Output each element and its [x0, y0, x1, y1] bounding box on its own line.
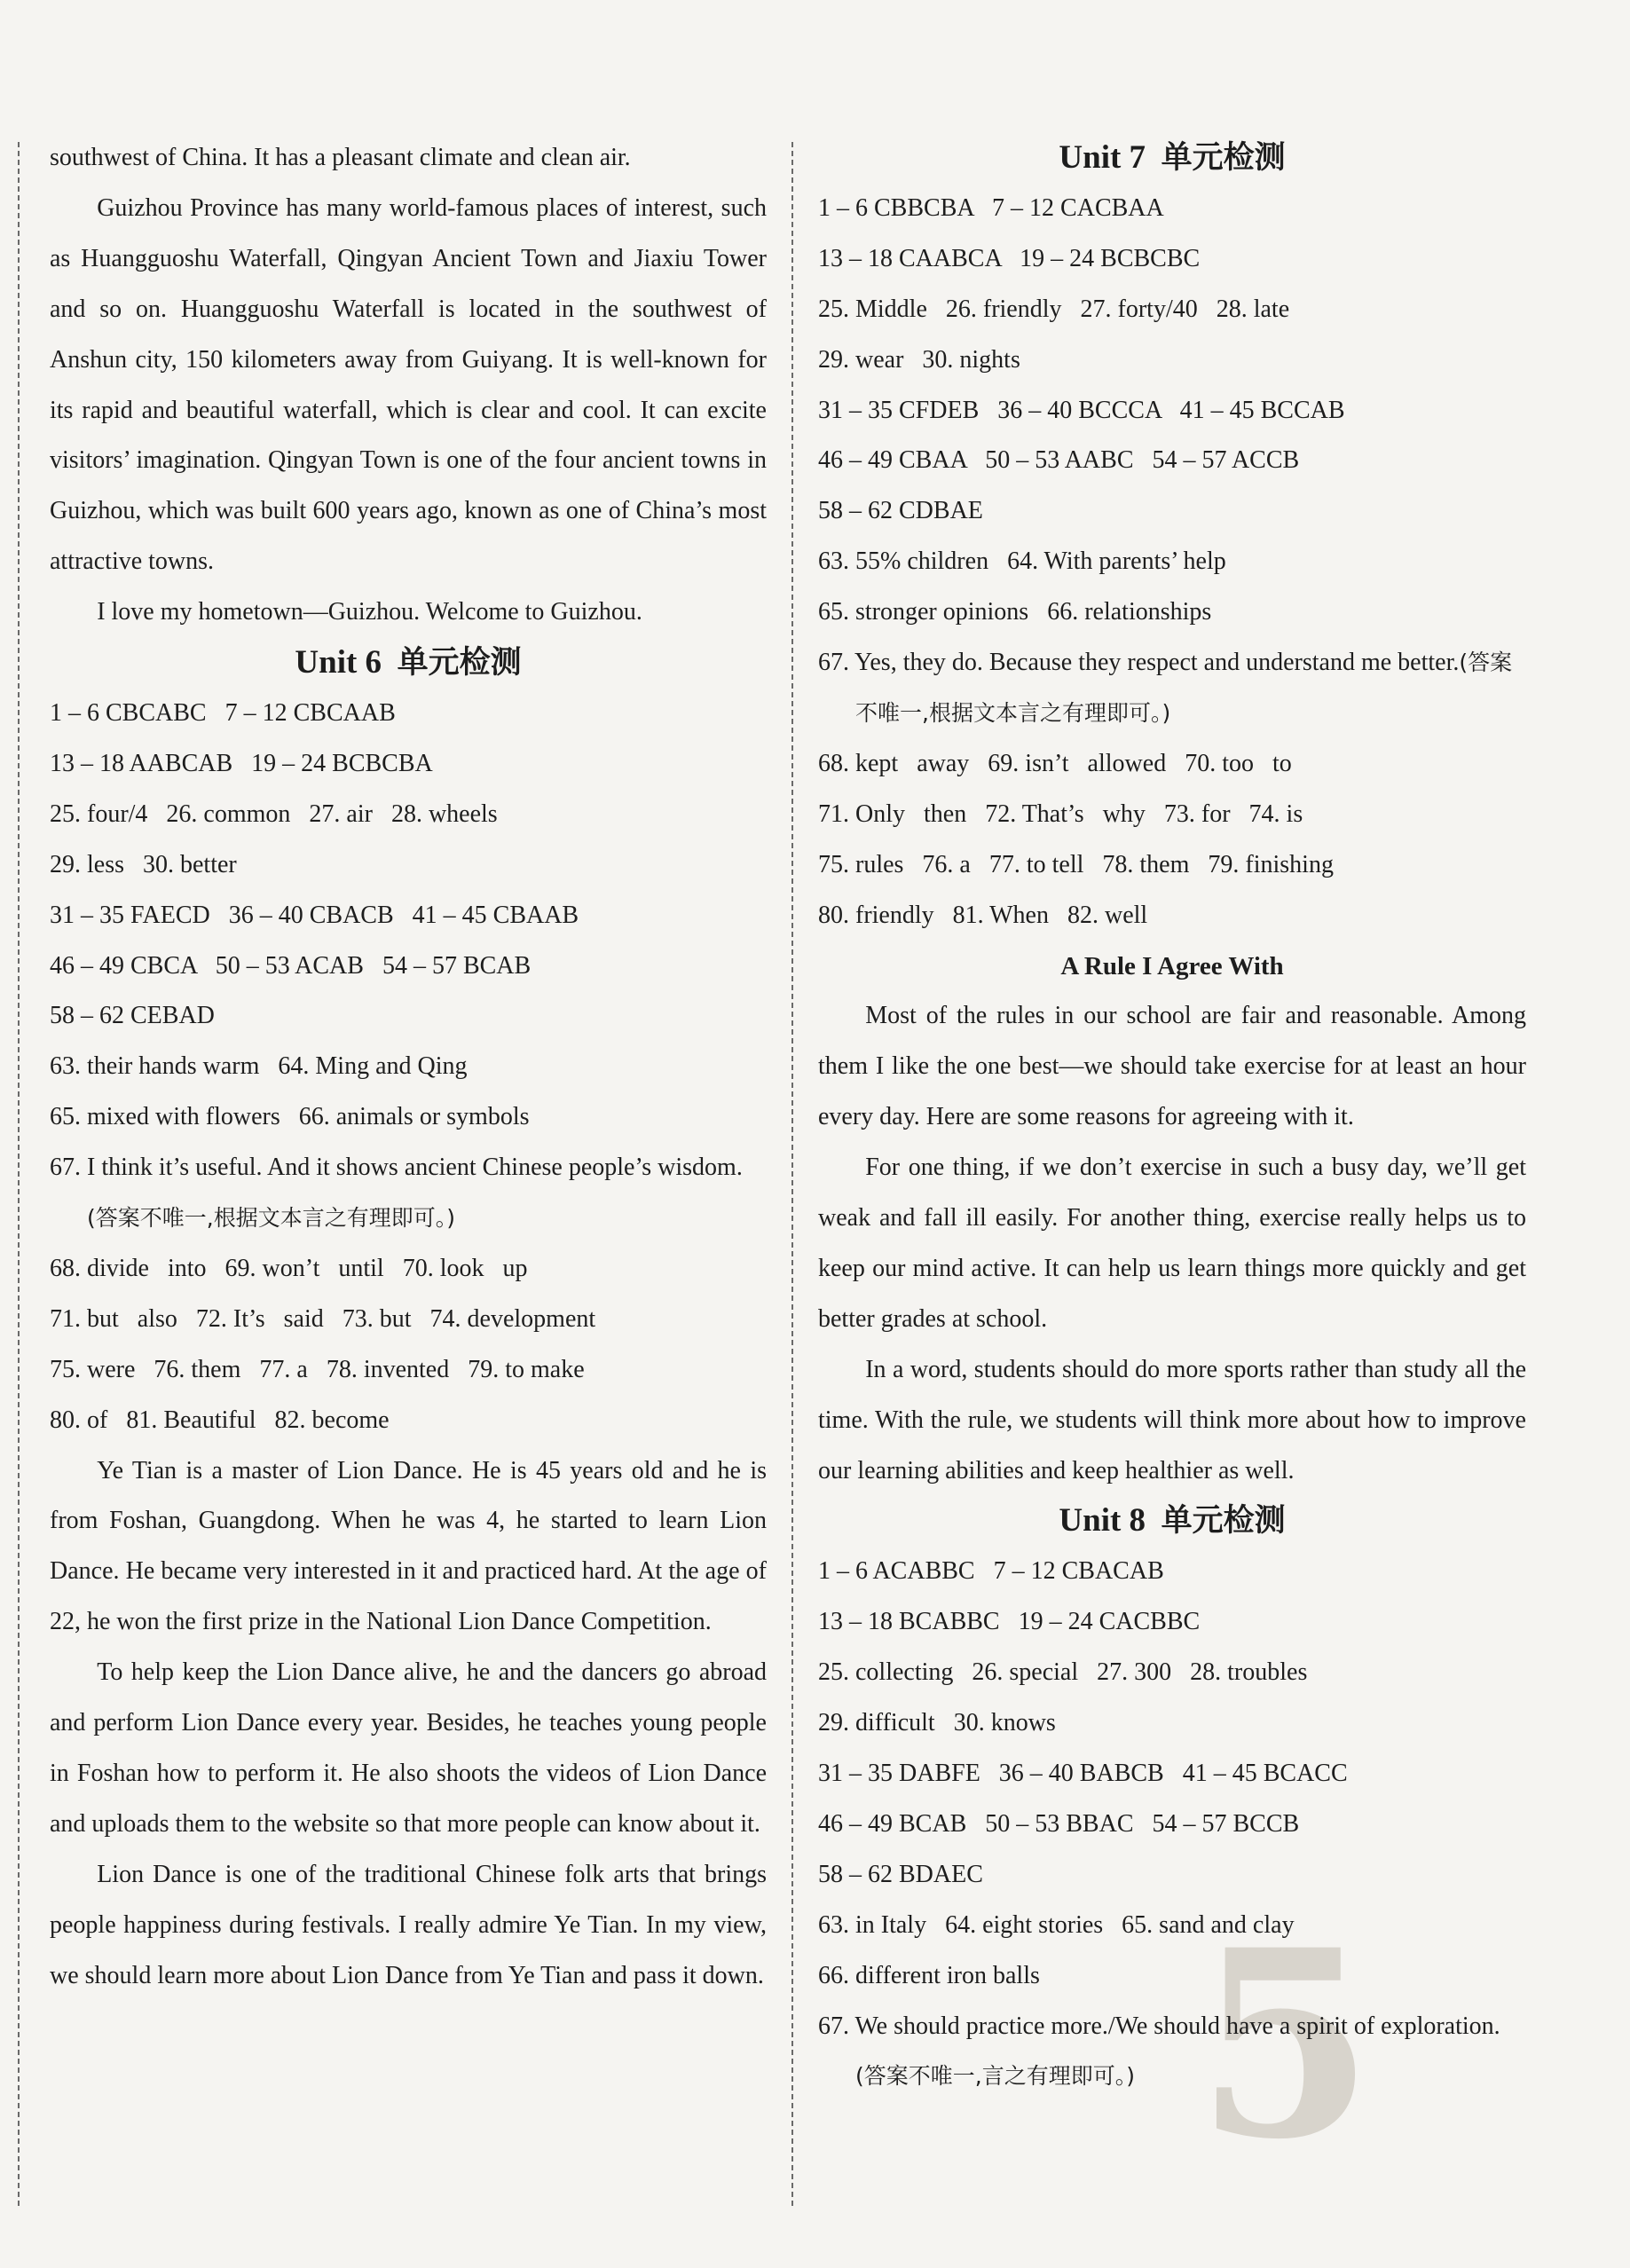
unit6-label: Unit 6 — [295, 644, 382, 681]
answer-line: 75. were 76. them 77. a 78. invented 79. to make — [50, 1355, 585, 1383]
answer-line: 58 – 62 CDBAE — [818, 497, 983, 525]
answer-line: 25. collecting 26. special 27. 300 28. troubles — [818, 1658, 1308, 1687]
answer-line: 25. Middle 26. friendly 27. forty/40 28. late — [818, 295, 1290, 323]
answer-line: 46 – 49 CBAA 50 – 53 AABC 54 – 57 ACCB — [818, 446, 1300, 475]
unit8-label: Unit 8 — [1059, 1502, 1146, 1540]
answer-line: 31 – 35 FAECD 36 – 40 CBACB 41 – 45 CBAAB — [50, 901, 579, 929]
intro-paragraph-3: I love my hometown—Guizhou. Welcome to Guizhou. — [97, 598, 642, 626]
unit6-q67: 67. I think it’s useful. And it shows ancient Chinese people’s wisdom.(答案不唯一,根据文本言之有理即可。) — [50, 1154, 743, 1232]
unit6-essay-p2: To help keep the Lion Dance alive, he and the dancers go abroad and perform Lion Dance every year. Besides, he teaches young people in Foshan how to perform it. He also shoots the videos of Lion Dance and uploads them to the website so that more people can know about it. — [50, 1658, 767, 1838]
answer-line: 31 – 35 CFDEB 36 – 40 BCCCA 41 – 45 BCCAB — [818, 396, 1345, 424]
unit7-label: Unit 7 — [1059, 139, 1146, 176]
left-margin-rule — [18, 142, 20, 2206]
answer-line: 75. rules 76. a 77. to tell 78. them 79. finishing — [818, 850, 1334, 878]
unit8-q67-note: (答案不唯一,言之有理即可。) — [855, 2063, 1135, 2090]
right-column — [818, 133, 1526, 2102]
unit7-heading — [818, 133, 1526, 184]
unit8-zh: 单元检测 — [1161, 1503, 1286, 1540]
intro-paragraph-2: Guizhou Province has many world-famous places of interest, such as Huangguoshu Waterfall, Qingyan Ancient Town and Jiaxiu Tower and so on. Huangguoshu Waterfall is located in the southwest of Anshun city, 150 kilometers away from Guiyang. It is well-known for its rapid and beautiful waterfall, which is clear and cool. It can excite visitors’ imagination. Qingyan Town is one of the four ancient towns in Guizhou, which was built 600 years ago, known as one of China’s most attractive towns. — [50, 193, 767, 576]
answer-line: 29. wear 30. nights — [818, 345, 1020, 374]
answer-line: 68. divide into 69. won’t until 70. look up — [50, 1254, 528, 1282]
page-number-watermark: 5 — [1195, 1894, 1374, 2196]
answer-line: 25. four/4 26. common 27. air 28. wheels — [50, 799, 498, 828]
answer-line: 58 – 62 CEBAD — [50, 1002, 215, 1030]
answer-line: 63. in Italy 64. eight stories 65. sand and clay — [818, 1910, 1295, 1939]
unit6-essay-p1: Ye Tian is a master of Lion Dance. He is 45 years old and he is from Foshan, Guangdong. When he was 4, he started to learn Lion Dance. He became very interested in it and practiced hard. At the age of 22, he won the first prize in the National Lion Dance Competition. — [50, 1456, 767, 1636]
answer-line: 71. Only then 72. That’s why 73. for 74. is — [818, 799, 1303, 828]
unit7-essay-title: A Rule I Agree With — [1060, 951, 1284, 980]
answer-line: 1 – 6 ACABBC 7 – 12 CBACAB — [818, 1557, 1164, 1586]
column-divider — [791, 142, 793, 2206]
answer-line: 29. less 30. better — [50, 850, 237, 878]
answer-line: 58 – 62 BDAEC — [818, 1860, 983, 1888]
answer-line: 13 – 18 BCABBC 19 – 24 CACBBC — [818, 1608, 1201, 1636]
answer-line: 29. difficult 30. knows — [818, 1709, 1056, 1737]
answer-line: 46 – 49 CBCA 50 – 53 ACAB 54 – 57 BCAB — [50, 951, 532, 980]
answer-line: 63. their hands warm 64. Ming and Qing — [50, 1052, 468, 1081]
answer-line: 66. different iron balls — [818, 1961, 1040, 1989]
unit7-essay-p3: In a word, students should do more sports rather than study all the time. With the rule, we students will think more about how to improve our learning abilities and keep healthier as well. — [818, 1355, 1526, 1484]
unit7-essay-p2: For one thing, if we don’t exercise in such a busy day, we’ll get weak and fall ill easily. For another thing, exercise really helps us to keep our mind active. It can help us learn things more quickly and get better grades at school. — [818, 1154, 1526, 1333]
unit8-heading — [818, 1496, 1526, 1547]
unit7-essay-p1: Most of the rules in our school are fair and reasonable. Among them I like the one best—we should take exercise for at least an hour every day. Here are some reasons for agreeing with it. — [818, 1002, 1526, 1131]
unit6-zh: 单元检测 — [397, 645, 522, 681]
answer-line: 46 – 49 BCAB 50 – 53 BBAC 54 – 57 BCCB — [818, 1809, 1300, 1838]
unit7-q67: 67. Yes, they do. Because they respect and understand me better.(答案不唯一,根据文本言之有理即可。) — [818, 649, 1513, 726]
unit6-heading — [50, 638, 767, 689]
unit7-q67-note: (答案不唯一,根据文本言之有理即可。) — [855, 650, 1513, 726]
answer-line: 31 – 35 DABFE 36 – 40 BABCB 41 – 45 BCACC — [818, 1760, 1348, 1787]
left-column — [50, 133, 767, 2002]
answer-line: 1 – 6 CBBCBA 7 – 12 CACBAA — [818, 193, 1164, 222]
answer-line: 71. but also 72. It’s said 73. but 74. development — [50, 1304, 596, 1333]
intro-tail: southwest of China. It has a pleasant climate and clean air. — [50, 144, 631, 171]
answer-line: 1 – 6 CBCABC 7 – 12 CBCAAB — [50, 698, 396, 727]
answer-line: 65. stronger opinions 66. relationships — [818, 598, 1212, 626]
unit8-q67: 67. We should practice more./We should have a spirit of exploration.(答案不唯一,言之有理即可。) — [818, 2012, 1500, 2090]
answer-line: 80. friendly 81. When 82. well — [818, 901, 1148, 929]
answer-line: 80. of 81. Beautiful 82. become — [50, 1406, 390, 1434]
answer-line: 65. mixed with flowers 66. animals or symbols — [50, 1103, 530, 1131]
answer-line: 63. 55% children 64. With parents’ help — [818, 547, 1226, 576]
answer-line: 13 – 18 AABCAB 19 – 24 BCBCBA — [50, 749, 433, 777]
answer-line: 13 – 18 CAABCA 19 – 24 BCBCBC — [818, 244, 1201, 272]
answer-line: 68. kept away 69. isn’t allowed 70. too to — [818, 749, 1292, 777]
unit7-zh: 单元检测 — [1161, 140, 1286, 176]
unit6-q67-note: (答案不唯一,根据文本言之有理即可。) — [87, 1205, 455, 1232]
unit6-essay-p3: Lion Dance is one of the traditional Chinese folk arts that brings people happiness during festivals. I really admire Ye Tian. In my view, we should learn more about Lion Dance from Ye Tian and pass it down. — [50, 1860, 767, 1989]
